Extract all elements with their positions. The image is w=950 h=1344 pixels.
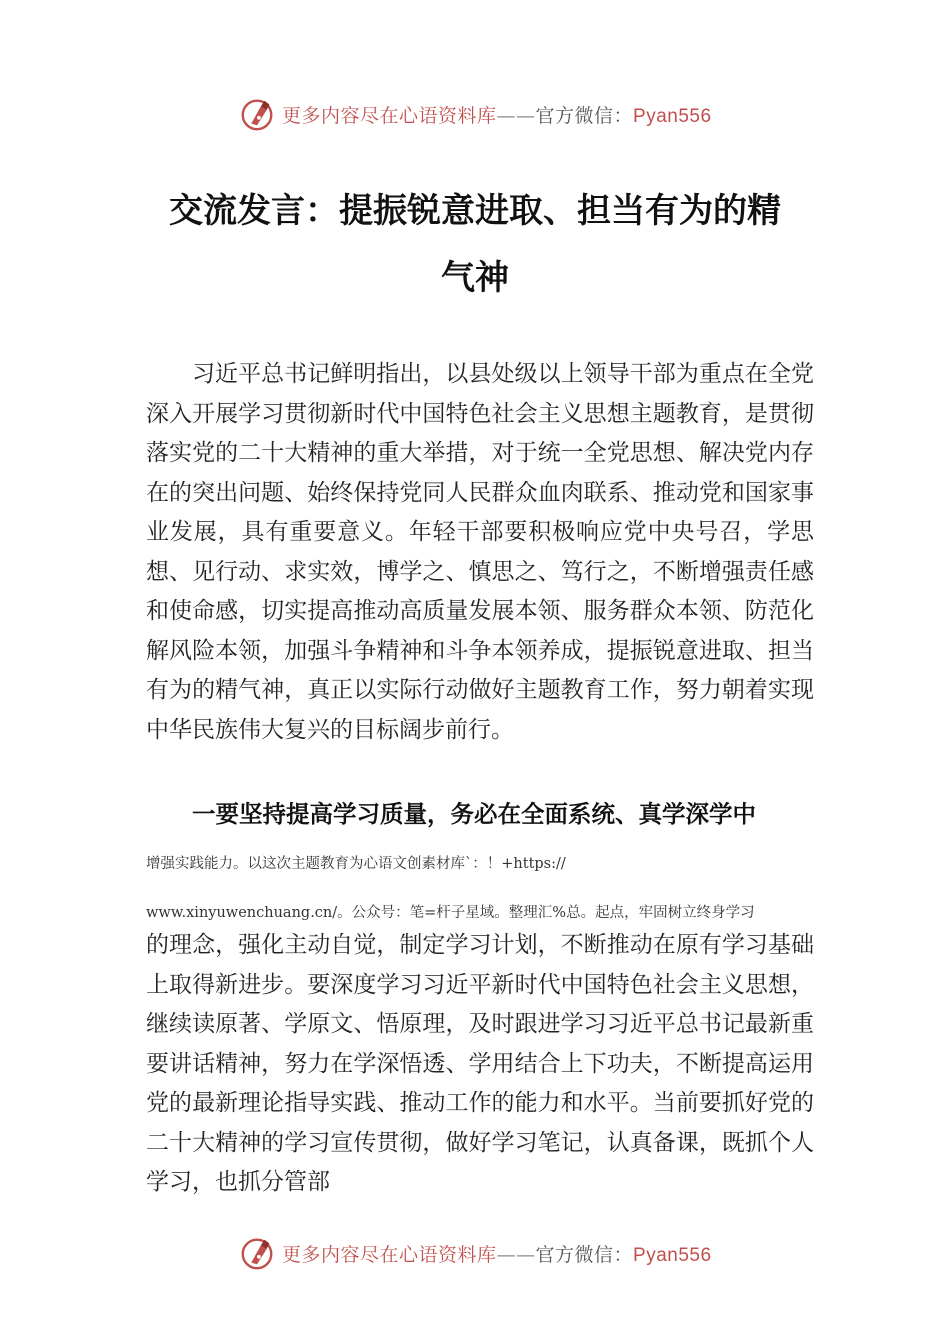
banner-brand: 更多内容尽在心语资料库 [282, 1243, 497, 1266]
pen-nib-logo-icon [238, 95, 276, 133]
body-paragraph-2: 的理念，强化主动自觉，制定学习计划，不断推动在原有学习基础上取得新进步。要深度学习习近平新时代中国特色社会主义思想，继续读原著、学原文、悟原理，及时跟进学习习近平总书记最新重要讲话精神，努力在学深悟透、学用结合上下功夫，不断提高运用党的最新理论指导实践、推动工作的能力和水平。当前要抓好党的二十大精神的学习宣传贯彻，做好学习笔记，认真备课，既抓个人学习，也抓分管部 [146, 932, 814, 1195]
header-banner[interactable] [238, 94, 712, 134]
banner-text [282, 1240, 712, 1267]
banner-brand: 更多内容尽在心语资料库 [282, 104, 497, 127]
banner-wechat-id: Pyan556 [633, 105, 712, 127]
small-text-line-1: 增强实践能力。以这次主题教育为心语文创素材库`：！+https:// [146, 856, 566, 872]
document-title-line2: 气神 [441, 258, 509, 298]
banner-official-label: 官方微信： [535, 104, 634, 127]
section-heading-1: 一要坚持提高学习质量，务必在全面系统、真学深学中 [192, 800, 756, 828]
banner-text [282, 101, 712, 128]
banner-official-label: 官方微信： [535, 1243, 634, 1266]
banner-dash: —— [496, 1243, 536, 1266]
pen-nib-logo-icon [238, 1234, 276, 1272]
small-text-line-2: www.xinyuwenchuang.cn/。公众号：笔=杆子星域。整理汇%总。起点，牢固树立终身学习 [146, 905, 755, 921]
document-title-line1: 交流发言：提振锐意进取、担当有为的精 [169, 191, 781, 231]
body-paragraph-1: 习近平总书记鲜明指出，以县处级以上领导干部为重点在全党深入开展学习贯彻新时代中国特色社会主义思想主题教育，是贯彻落实党的二十大精神的重大举措，对于统一全党思想、解决党内存在的突出问题、始终保持党同人民群众血肉联系、推动党和国家事业发展，具有重要意义。年轻干部要积极响应党中央号召，学思想、见行动、求实效，博学之、慎思之、笃行之，不断增强责任感和使命感，切实提高推动高质量发展本领、服务群众本领、防范化解风险本领，加强斗争精神和斗争本领养成，提振锐意进取、担当有为的精气神，真正以实际行动做好主题教育工作，努力朝着实现中华民族伟大复兴的目标阔步前行。 [146, 361, 814, 743]
footer-banner[interactable] [238, 1233, 712, 1273]
banner-wechat-id: Pyan556 [633, 1244, 712, 1266]
banner-dash: —— [496, 104, 536, 127]
